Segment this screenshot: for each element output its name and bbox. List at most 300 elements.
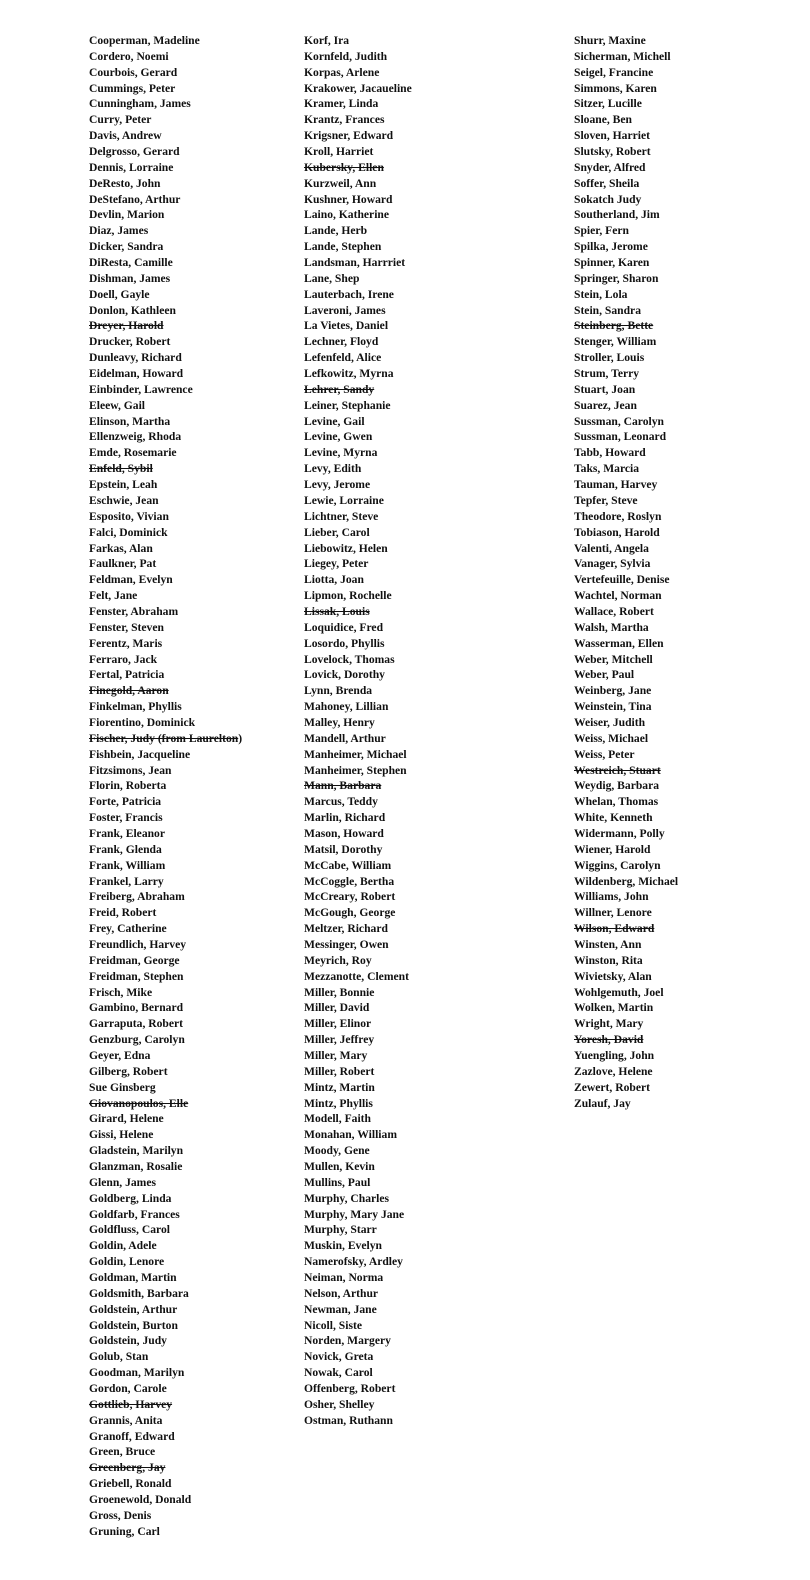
name-entry — [304, 1302, 566, 1318]
name-entry — [304, 461, 566, 477]
name-text: Liebowitz, Helen — [304, 541, 388, 555]
name-text: Krakower, Jacaueline — [304, 81, 412, 95]
name-entry — [89, 1111, 299, 1127]
name-text: Kushner, Howard — [304, 192, 393, 206]
name-entry — [89, 128, 299, 144]
name-entry — [304, 414, 566, 430]
name-entry — [89, 144, 299, 160]
name-text: Zulauf, Jay — [574, 1096, 631, 1110]
name-entry — [574, 176, 800, 192]
name-text: Yoresh, David — [574, 1033, 644, 1047]
name-text: Kubersky, Ellen — [304, 160, 384, 174]
name-entry — [304, 271, 566, 287]
name-text: Sloven, Harriet — [574, 129, 650, 143]
name-text: Lissak, Louis — [304, 604, 370, 618]
name-text: Gruning, Carl — [89, 1524, 160, 1538]
name-entry — [89, 826, 299, 842]
name-entry — [89, 271, 299, 287]
name-text: Devlin, Marion — [89, 208, 165, 222]
name-text: Drucker, Robert — [89, 335, 171, 349]
name-entry — [304, 1191, 566, 1207]
name-text: Krantz, Frances — [304, 113, 385, 127]
name-entry — [304, 1270, 566, 1286]
name-entry — [89, 509, 299, 525]
name-text: Eschwie, Jean — [89, 493, 159, 507]
name-entry — [574, 192, 800, 208]
name-entry — [304, 1254, 566, 1270]
name-text: Springer, Sharon — [574, 271, 659, 285]
name-text: Dreyer, Harold — [89, 319, 164, 333]
name-text: Cordero, Noemi — [89, 49, 169, 63]
name-text: Einbinder, Lawrence — [89, 382, 193, 396]
name-entry — [89, 1207, 299, 1223]
name-text: Davis, Andrew — [89, 129, 162, 143]
name-entry — [304, 445, 566, 461]
name-text: Lefenfeld, Alice — [304, 351, 382, 365]
name-text: Weydig, Barbara — [574, 779, 660, 793]
name-text: Lefkowitz, Myrna — [304, 367, 394, 381]
name-entry — [574, 731, 800, 747]
name-entry — [304, 1286, 566, 1302]
name-entry — [304, 239, 566, 255]
name-entry — [574, 350, 800, 366]
name-entry — [574, 49, 800, 65]
name-entry — [89, 287, 299, 303]
name-entry — [89, 1413, 299, 1429]
name-column-1 — [89, 33, 299, 1540]
name-entry — [89, 1175, 299, 1191]
name-text: Glenn, James — [89, 1175, 156, 1189]
name-text: Liegey, Peter — [304, 557, 369, 571]
name-entry — [304, 985, 566, 1001]
name-text: Williams, John — [574, 890, 649, 904]
name-entry — [304, 588, 566, 604]
name-text: Sussman, Leonard — [574, 430, 667, 444]
name-text: Green, Bruce — [89, 1445, 156, 1459]
name-entry — [304, 889, 566, 905]
name-text: Cummings, Peter — [89, 81, 176, 95]
name-entry — [89, 1524, 299, 1540]
name-entry — [89, 715, 299, 731]
name-entry — [89, 794, 299, 810]
name-text: Geyer, Edna — [89, 1049, 151, 1062]
name-entry — [574, 604, 800, 620]
name-entry — [574, 81, 800, 97]
struck-name-entry — [89, 1460, 299, 1476]
name-entry — [89, 905, 299, 921]
name-entry — [304, 1175, 566, 1191]
name-entry — [89, 778, 299, 794]
name-entry — [574, 874, 800, 890]
name-column-3 — [574, 33, 800, 1111]
name-entry — [89, 667, 299, 683]
name-entry — [89, 588, 299, 604]
name-entry — [89, 1080, 299, 1096]
name-entry — [574, 271, 800, 287]
name-entry — [89, 1016, 299, 1032]
name-text: Kornfeld, Judith — [304, 49, 388, 63]
name-text: Gissi, Helene — [89, 1128, 154, 1142]
name-entry — [304, 318, 566, 334]
name-text: Simmons, Karen — [574, 81, 657, 95]
name-entry — [304, 715, 566, 731]
name-entry — [89, 81, 299, 97]
name-entry — [89, 1302, 299, 1318]
name-text: Fishbein, Jacqueline — [89, 747, 191, 761]
name-text: Seigel, Francine — [574, 65, 654, 79]
name-entry — [89, 1476, 299, 1492]
name-text: Glanzman, Rosalie — [89, 1160, 183, 1174]
name-text: Lichtner, Steve — [304, 509, 379, 523]
name-entry — [304, 1032, 566, 1048]
name-entry — [304, 207, 566, 223]
name-text: Spier, Fern — [574, 224, 629, 238]
name-entry — [574, 699, 800, 715]
name-entry — [89, 1143, 299, 1159]
name-text: Murphy, Charles — [304, 1191, 390, 1205]
name-entry — [304, 1413, 566, 1429]
name-entry — [89, 429, 299, 445]
name-text: Laino, Katherine — [304, 208, 390, 222]
name-text: Stein, Lola — [574, 287, 628, 301]
name-text: Mintz, Phyllis — [304, 1096, 373, 1110]
name-entry — [574, 112, 800, 128]
name-entry — [89, 604, 299, 620]
name-entry — [89, 747, 299, 763]
name-entry — [89, 985, 299, 1001]
name-entry — [304, 81, 566, 97]
name-text: Goldstein, Arthur — [89, 1302, 178, 1316]
name-text: DeStefano, Arthur — [89, 192, 181, 206]
name-text: Sicherman, Michell — [574, 49, 671, 63]
name-entry — [89, 556, 299, 572]
name-entry — [89, 255, 299, 271]
name-entry — [89, 33, 299, 49]
name-text: Cooperman, Madeline — [89, 34, 200, 47]
name-text: Fitzsimons, Jean — [89, 763, 172, 777]
name-entry — [574, 1080, 800, 1096]
name-text: Muskin, Evelyn — [304, 1239, 382, 1253]
name-text: McCabe, William — [304, 858, 392, 872]
name-text: Frey, Catherine — [89, 922, 167, 936]
name-entry — [574, 826, 800, 842]
name-text: Gordon, Carole — [89, 1382, 167, 1396]
name-entry — [89, 350, 299, 366]
name-entry — [304, 350, 566, 366]
name-entry — [89, 1270, 299, 1286]
name-text: Gottlieb, Harvey — [89, 1397, 173, 1411]
name-entry — [89, 1254, 299, 1270]
name-entry — [304, 1333, 566, 1349]
name-entry — [574, 382, 800, 398]
name-entry — [304, 128, 566, 144]
name-text: Moody, Gene — [304, 1144, 370, 1158]
name-entry — [89, 382, 299, 398]
name-entry — [89, 414, 299, 430]
name-entry — [304, 1159, 566, 1175]
name-text: Dunleavy, Richard — [89, 351, 182, 365]
name-text: Weinberg, Jane — [574, 684, 652, 698]
name-text: Sokatch Judy — [574, 192, 642, 206]
name-entry — [304, 112, 566, 128]
name-entry — [304, 525, 566, 541]
name-text: Valenti, Angela — [574, 541, 649, 555]
name-entry — [304, 652, 566, 668]
struck-name-entry — [304, 160, 566, 176]
name-text: Dishman, James — [89, 271, 171, 285]
name-text: Spinner, Karen — [574, 256, 650, 270]
name-entry — [304, 541, 566, 557]
name-text: Finegold, Aaron — [89, 684, 169, 698]
name-entry — [89, 477, 299, 493]
name-text: Spilka, Jerome — [574, 240, 648, 254]
name-text: Ferraro, Jack — [89, 652, 158, 666]
name-entry — [304, 683, 566, 699]
name-text: Snyder, Alfred — [574, 160, 646, 174]
name-text: Yuengling, John — [574, 1049, 655, 1062]
name-entry — [304, 969, 566, 985]
name-text: Fiorentino, Dominick — [89, 715, 196, 729]
name-text: Vertefeuille, Denise — [574, 573, 670, 587]
name-entry — [89, 969, 299, 985]
name-entry — [89, 1048, 299, 1064]
name-text: Theodore, Roslyn — [574, 509, 662, 523]
name-entry — [574, 953, 800, 969]
name-entry — [89, 525, 299, 541]
name-entry — [304, 255, 566, 271]
name-entry — [304, 96, 566, 112]
name-text: Tabb, Howard — [574, 446, 646, 460]
name-entry — [304, 1318, 566, 1334]
name-text: Tepfer, Steve — [574, 493, 638, 507]
name-text: Wiener, Harold — [574, 842, 651, 856]
name-entry — [574, 414, 800, 430]
name-entry — [574, 223, 800, 239]
name-entry — [89, 1032, 299, 1048]
name-entry — [304, 699, 566, 715]
name-text: Weiss, Michael — [574, 731, 649, 745]
name-text: Wohlgemuth, Joel — [574, 985, 664, 999]
name-text: Mezzanotte, Clement — [304, 969, 409, 983]
struck-name-entry — [304, 778, 566, 794]
name-text: Ostman, Ruthann — [304, 1413, 393, 1427]
name-text: Eidelman, Howard — [89, 367, 184, 381]
name-text: Golub, Stan — [89, 1350, 149, 1364]
name-entry — [304, 858, 566, 874]
name-entry — [574, 985, 800, 1001]
name-text: Lynn, Brenda — [304, 684, 373, 698]
name-text: Esposito, Vivian — [89, 509, 169, 523]
name-text: Mandell, Arthur — [304, 731, 386, 745]
name-entry — [304, 1080, 566, 1096]
name-text: Freiberg, Abraham — [89, 890, 185, 904]
name-entry — [89, 96, 299, 112]
name-entry — [574, 620, 800, 636]
name-text: White, Kenneth — [574, 811, 653, 825]
name-text: Gilberg, Robert — [89, 1064, 168, 1078]
name-text: Manheimer, Michael — [304, 747, 407, 761]
name-text: Loquidice, Fred — [304, 620, 384, 634]
name-text: Steinberg, Bette — [574, 319, 654, 333]
name-entry — [89, 1238, 299, 1254]
name-entry — [89, 889, 299, 905]
name-text: Neiman, Norma — [304, 1271, 384, 1285]
name-text: Lande, Herb — [304, 224, 368, 238]
name-text: Kurzweil, Ann — [304, 176, 377, 190]
name-text: Murphy, Starr — [304, 1223, 377, 1237]
name-entry — [304, 905, 566, 921]
name-text: Norden, Margery — [304, 1334, 391, 1348]
name-suffix: ) — [238, 731, 243, 745]
name-text: Laveroni, James — [304, 303, 386, 317]
name-text: Landsman, Harrriet — [304, 256, 406, 270]
name-text: Taks, Marcia — [574, 462, 640, 476]
name-entry — [574, 683, 800, 699]
name-text: Sloane, Ben — [574, 113, 632, 127]
name-entry — [89, 921, 299, 937]
name-text: Mason, Howard — [304, 826, 384, 840]
struck-name-entry — [89, 1096, 299, 1112]
struck-name-entry — [89, 1397, 299, 1413]
name-text: Sussman, Carolyn — [574, 414, 664, 428]
name-text: Goodman, Marilyn — [89, 1366, 185, 1380]
name-text: Nowak, Carol — [304, 1366, 373, 1380]
name-text: Lechner, Floyd — [304, 335, 379, 349]
name-text: Winston, Rita — [574, 953, 643, 967]
name-entry — [304, 1349, 566, 1365]
name-entry — [304, 1096, 566, 1112]
name-entry — [304, 1111, 566, 1127]
name-text: Wiggins, Carolyn — [574, 858, 661, 872]
name-entry — [574, 1000, 800, 1016]
name-text: Fenster, Abraham — [89, 604, 179, 618]
name-text: Goldberg, Linda — [89, 1191, 172, 1205]
name-text: Freidman, Stephen — [89, 969, 184, 983]
name-entry — [89, 1318, 299, 1334]
name-entry — [89, 1349, 299, 1365]
name-text: Mullins, Paul — [304, 1175, 371, 1189]
name-text: Goldstein, Judy — [89, 1334, 167, 1348]
name-text: McGough, George — [304, 906, 396, 920]
name-text: Kramer, Linda — [304, 97, 379, 111]
name-text: Messinger, Owen — [304, 937, 389, 951]
name-text: Curry, Peter — [89, 113, 152, 127]
name-text: Tauman, Harvey — [574, 478, 658, 492]
name-entry — [304, 429, 566, 445]
name-text: Freundlich, Harvey — [89, 937, 187, 951]
name-entry — [89, 1191, 299, 1207]
name-text: Winsten, Ann — [574, 937, 642, 951]
name-entry — [304, 1048, 566, 1064]
name-entry — [304, 556, 566, 572]
name-text: Monahan, William — [304, 1128, 397, 1142]
name-text: Korf, Ira — [304, 34, 350, 47]
name-text: Shurr, Maxine — [574, 34, 646, 47]
name-text: Frisch, Mike — [89, 985, 153, 999]
struck-name-entry — [89, 683, 299, 699]
name-entry — [89, 192, 299, 208]
name-entry — [574, 461, 800, 477]
name-text: Kroll, Harriet — [304, 145, 374, 159]
name-text: Offenberg, Robert — [304, 1382, 396, 1396]
name-entry — [89, 49, 299, 65]
name-entry — [89, 1365, 299, 1381]
name-text: Farkas, Alan — [89, 541, 153, 555]
name-text: Frank, Eleanor — [89, 826, 166, 840]
name-entry — [304, 366, 566, 382]
name-text: Grannis, Anita — [89, 1413, 163, 1427]
name-entry — [89, 160, 299, 176]
name-text: Losordo, Phyllis — [304, 636, 385, 650]
name-entry — [574, 969, 800, 985]
name-text: Osher, Shelley — [304, 1397, 375, 1411]
name-entry — [304, 794, 566, 810]
name-text: Gladstein, Marilyn — [89, 1144, 184, 1158]
name-text: Miller, Bonnie — [304, 985, 375, 999]
name-entry — [304, 49, 566, 65]
name-entry — [304, 953, 566, 969]
name-entry — [89, 1429, 299, 1445]
name-entry — [574, 889, 800, 905]
name-text: Garraputa, Robert — [89, 1017, 184, 1031]
name-entry — [89, 398, 299, 414]
name-entry — [574, 493, 800, 509]
name-text: Courbois, Gerard — [89, 65, 178, 79]
name-text: Vanager, Sylvia — [574, 557, 651, 571]
struck-name-entry — [574, 921, 800, 937]
name-entry — [89, 239, 299, 255]
name-entry — [574, 1096, 800, 1112]
name-text: Strum, Terry — [574, 367, 640, 381]
name-entry — [89, 810, 299, 826]
name-text: Faulkner, Pat — [89, 557, 157, 571]
name-text: Modell, Faith — [304, 1112, 371, 1126]
name-text: Marcus, Teddy — [304, 795, 378, 809]
name-entry — [304, 1016, 566, 1032]
name-entry — [304, 1222, 566, 1238]
name-entry — [574, 556, 800, 572]
struck-name-entry — [304, 382, 566, 398]
name-entry — [89, 937, 299, 953]
name-text: Krigsner, Edward — [304, 129, 394, 143]
name-entry — [574, 65, 800, 81]
name-entry — [574, 303, 800, 319]
name-text: Suarez, Jean — [574, 398, 637, 412]
name-text: Meltzer, Richard — [304, 922, 388, 936]
name-text: Wilson, Edward — [574, 922, 655, 936]
name-entry — [574, 334, 800, 350]
name-entry — [304, 810, 566, 826]
name-text: Southerland, Jim — [574, 208, 660, 222]
name-text: Delgrosso, Gerard — [89, 145, 180, 159]
name-entry — [89, 1508, 299, 1524]
name-entry — [89, 303, 299, 319]
name-text: Widermann, Polly — [574, 826, 665, 840]
name-text: Lovick, Dorothy — [304, 668, 385, 682]
struck-name-entry — [574, 318, 800, 334]
name-entry — [574, 128, 800, 144]
name-entry — [304, 1397, 566, 1413]
name-entry — [574, 858, 800, 874]
name-text: Wildenberg, Michael — [574, 874, 679, 888]
name-entry — [304, 1238, 566, 1254]
name-text: Weinstein, Tina — [574, 700, 652, 714]
name-text: Fischer, Judy (from Laurelton — [89, 731, 239, 745]
name-entry — [574, 778, 800, 794]
name-text: Wachtel, Norman — [574, 589, 662, 603]
name-entry — [304, 1207, 566, 1223]
name-text: Weber, Mitchell — [574, 652, 653, 666]
